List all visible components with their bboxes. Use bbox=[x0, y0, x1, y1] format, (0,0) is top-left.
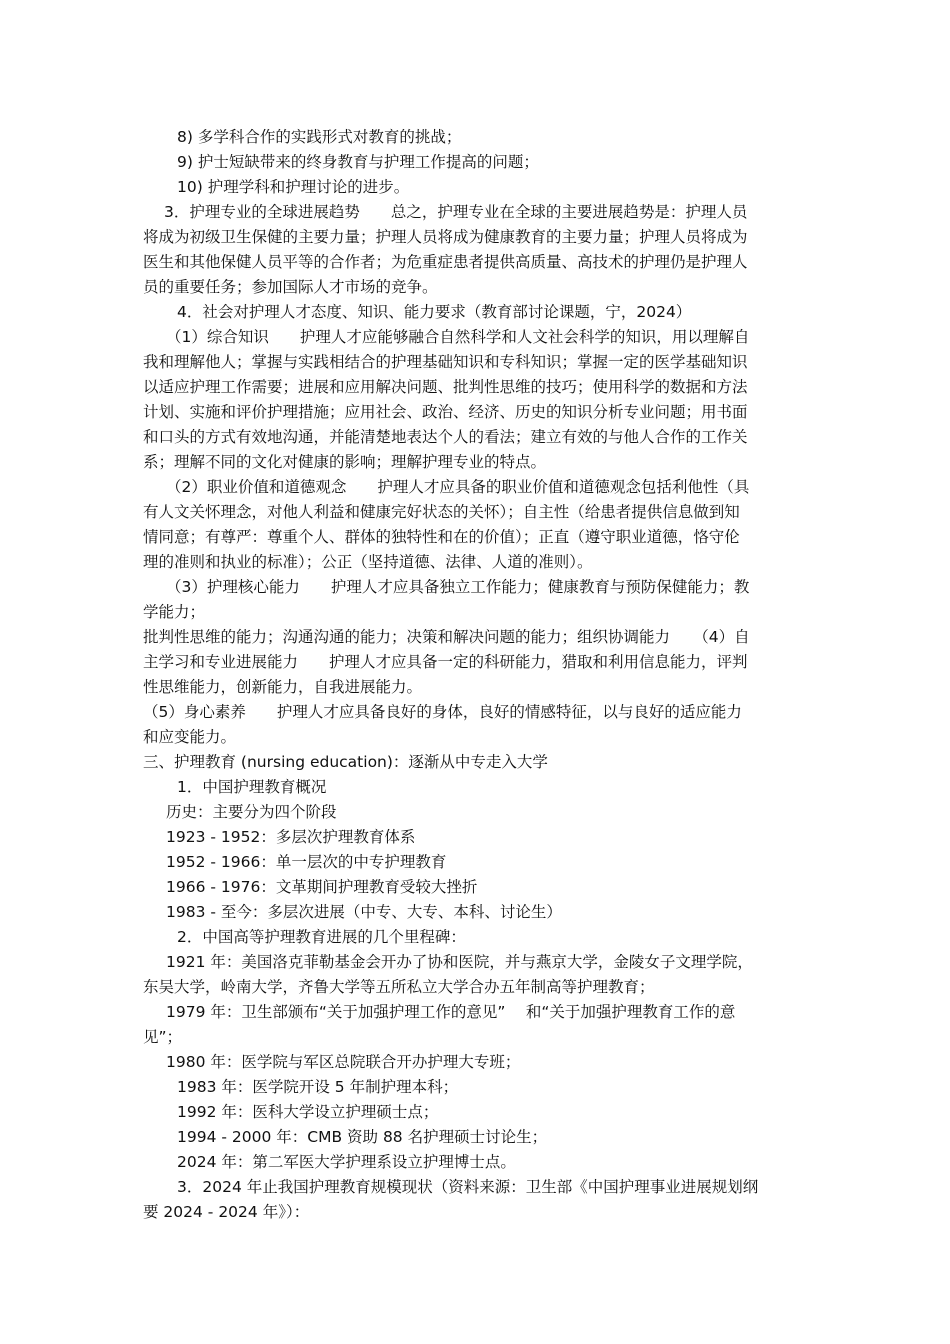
text-line: 计划、实施和评价护理措施；应用社会、政治、经济、历史的知识分析专业问题；用书面 bbox=[143, 403, 748, 421]
text-line: 性思维能力，创新能力，自我进展能力。 bbox=[143, 678, 423, 696]
text-line: 2．中国高等护理教育进展的几个里程碑： bbox=[177, 928, 466, 946]
text-line: 1979 年：卫生部颁布“关于加强护理工作的意见” 和“关于加强护理教育工作的意 bbox=[166, 1003, 736, 1021]
text-line: 1994 - 2000 年：CMB 资助 88 名护理硕士讨论生； bbox=[177, 1128, 548, 1146]
text-line: 1980 年：医学院与军区总院联合开办护理大专班； bbox=[166, 1053, 521, 1071]
text-line: 1983 - 至今：多层次进展（中专、大专、本科、讨论生） bbox=[166, 903, 562, 921]
text-line: 1992 年：医科大学设立护理硕士点； bbox=[177, 1103, 439, 1121]
text-line: （3）护理核心能力 护理人才应具备独立工作能力；健康教育与预防保健能力；教 bbox=[166, 578, 750, 596]
text-line: 和应变能力。 bbox=[143, 728, 237, 746]
text-line: （1）综合知识 护理人才应能够融合自然科学和人文社会科学的知识，用以理解自 bbox=[166, 328, 750, 346]
text-line: 1921 年：美国洛克菲勒基金会开办了协和医院，并与燕京大学，金陵女子文理学院， bbox=[166, 953, 753, 971]
text-line: 1983 年：医学院开设 5 年制护理本科； bbox=[177, 1078, 459, 1096]
text-line: 批判性思维的能力；沟通沟通的能力；决策和解决问题的能力；组织协调能力 （4）自 bbox=[143, 628, 750, 646]
text-line: 将成为初级卫生保健的主要力量；护理人员将成为健康教育的主要力量；护理人员将成为 bbox=[143, 228, 748, 246]
text-line: 历史：主要分为四个阶段 bbox=[166, 803, 337, 821]
text-line: （2）职业价值和道德观念 护理人才应具备的职业价值和道德观念包括利他性（具 bbox=[166, 478, 750, 496]
text-line: 员的重要任务；参加国际人才市场的竞争。 bbox=[143, 278, 438, 296]
text-line: （5）身心素养 护理人才应具备良好的身体，良好的情感特征，以与良好的适应能力 bbox=[143, 703, 742, 721]
text-line: 1．中国护理教育概况 bbox=[177, 778, 327, 796]
text-line: 学能力； bbox=[143, 603, 206, 621]
text-line: 我和理解他人；掌握与实践相结合的护理基础知识和专科知识；掌握一定的医学基础知识 bbox=[143, 353, 748, 371]
text-line: 和口头的方式有效地沟通，并能清楚地表达个人的看法；建立有效的与他人合作的工作关 bbox=[143, 428, 748, 446]
text-line: 1952 - 1966：单一层次的中专护理教育 bbox=[166, 853, 447, 871]
text-line: 情同意；有尊严：尊重个人、群体的独特性和在的价值）；正直（遵守职业道德，恪守伦 bbox=[143, 528, 740, 546]
text-line: 以适应护理工作需要；进展和应用解决问题、批判性思维的技巧；使用科学的数据和方法 bbox=[143, 378, 748, 396]
text-line: 有人文关怀理念，对他人利益和健康完好状态的关怀）；自主性（给患者提供信息做到知 bbox=[143, 503, 740, 521]
text-line: 东吴大学，岭南大学，齐鲁大学等五所私立大学合办五年制高等护理教育； bbox=[143, 978, 655, 996]
section-heading: 三、护理教育 (nursing education)：逐渐从中专走入大学 bbox=[143, 753, 548, 771]
text-line: 1923 - 1952：多层次护理教育体系 bbox=[166, 828, 416, 846]
text-line: 3．护理专业的全球进展趋势 总之，护理专业在全球的主要进展趋势是：护理人员 bbox=[164, 203, 748, 221]
text-line: 见”； bbox=[143, 1028, 183, 1046]
text-line: 2024 年：第二军医大学护理系设立护理博士点。 bbox=[177, 1153, 516, 1171]
text-line: 8) 多学科合作的实践形式对教育的挑战； bbox=[177, 128, 462, 146]
text-line: 10) 护理学科和护理讨论的进步。 bbox=[177, 178, 410, 196]
text-line: 1966 - 1976：文革期间护理教育受较大挫折 bbox=[166, 878, 478, 896]
text-line: 理的准则和执业的标准）；公正（坚持道德、法律、人道的准则）。 bbox=[143, 553, 593, 571]
text-line: 要 2024 - 2024 年》）： bbox=[143, 1203, 310, 1221]
text-line: 4．社会对护理人才态度、知识、能力要求（教育部讨论课题，宁，2024） bbox=[177, 303, 692, 321]
text-line: 3．2024 年止我国护理教育规模现状（资料来源：卫生部《中国护理事业进展规划纲 bbox=[177, 1178, 759, 1196]
text-line: 医生和其他保健人员平等的合作者；为危重症患者提供高质量、高技术的护理仍是护理人 bbox=[143, 253, 748, 271]
text-line: 9) 护士短缺带来的终身教育与护理工作提高的问题； bbox=[177, 153, 539, 171]
text-line: 主学习和专业进展能力 护理人才应具备一定的科研能力，猎取和利用信息能力，评判 bbox=[143, 653, 748, 671]
text-line: 系；理解不同的文化对健康的影响；理解护理专业的特点。 bbox=[143, 453, 547, 471]
